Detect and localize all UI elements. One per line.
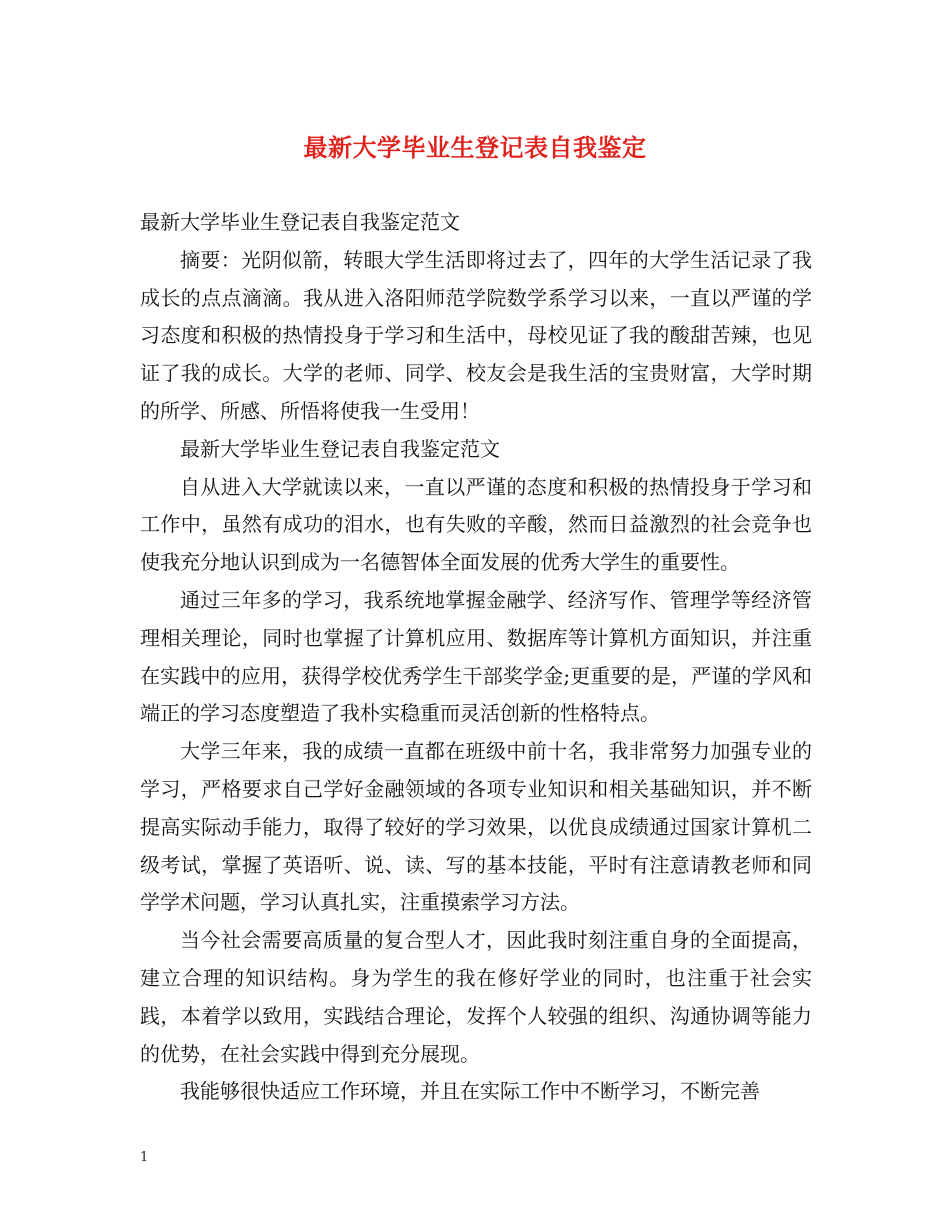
document-body bbox=[140, 204, 812, 1111]
paragraph-subtitle: 最新大学毕业生登记表自我鉴定范文 bbox=[140, 210, 460, 234]
paragraph: 我能够很快适应工作环境，并且在实际工作中不断学习，不断完善 bbox=[180, 1079, 760, 1104]
paragraph-heading: 最新大学毕业生登记表自我鉴定范文 bbox=[180, 436, 500, 461]
paragraph: 自从进入大学就读以来，一直以严谨的态度和积极的热情投身于学习和工作中，虽然有成功的泪水，也有失败的辛酸，然而日益激烈的社会竞争也使我充分地认识到成为一名德智体全面发展的优秀大学生的重要性。 bbox=[140, 474, 812, 575]
document-title: 最新大学毕业生登记表自我鉴定 bbox=[303, 133, 647, 162]
paragraph: 通过三年多的学习，我系统地掌握金融学、经济写作、管理学等经济管理相关理论，同时也掌握了计算机应用、数据库等计算机方面知识，并注重在实践中的应用，获得学校优秀学生干部奖学金;更重要的是，严谨的学风和端正的学习态度塑造了我朴实稳重而灵活创新的性格特点。 bbox=[140, 587, 812, 726]
paragraph: 当今社会需要高质量的复合型人才，因此我时刻注重自身的全面提高，建立合理的知识结构。身为学生的我在修好学业的同时，也注重于社会实践，本着学以致用，实践结合理论，发挥个人较强的组织、沟通协调等能力的优势，在社会实践中得到充分展现。 bbox=[140, 928, 812, 1066]
paragraph-abstract: 摘要：光阴似箭，转眼大学生活即将过去了，四年的大学生活记录了我成长的点点滴滴。我从进入洛阳师范学院数学系学习以来，一直以严谨的学习态度和积极的热情投身于学习和生活中，母校见证了我的酸甜苦辣，也见证了我的成长。大学的老师、同学、校友会是我生活的宝贵财富，大学时期的所学、所感、所悟将使我一生受用！ bbox=[140, 247, 812, 423]
paragraph: 大学三年来，我的成绩一直都在班级中前十名，我非常努力加强专业的学习，严格要求自己学好金融领域的各项专业知识和相关基础知识，并不断提高实际动手能力，取得了较好的学习效果，以优良成绩通过国家计算机二级考试，掌握了英语听、说、读、写的基本技能，平时有注意请教老师和同学学术问题，学习认真扎实，注重摸索学习方法。 bbox=[140, 739, 812, 915]
page-number: 1 bbox=[140, 1150, 149, 1165]
